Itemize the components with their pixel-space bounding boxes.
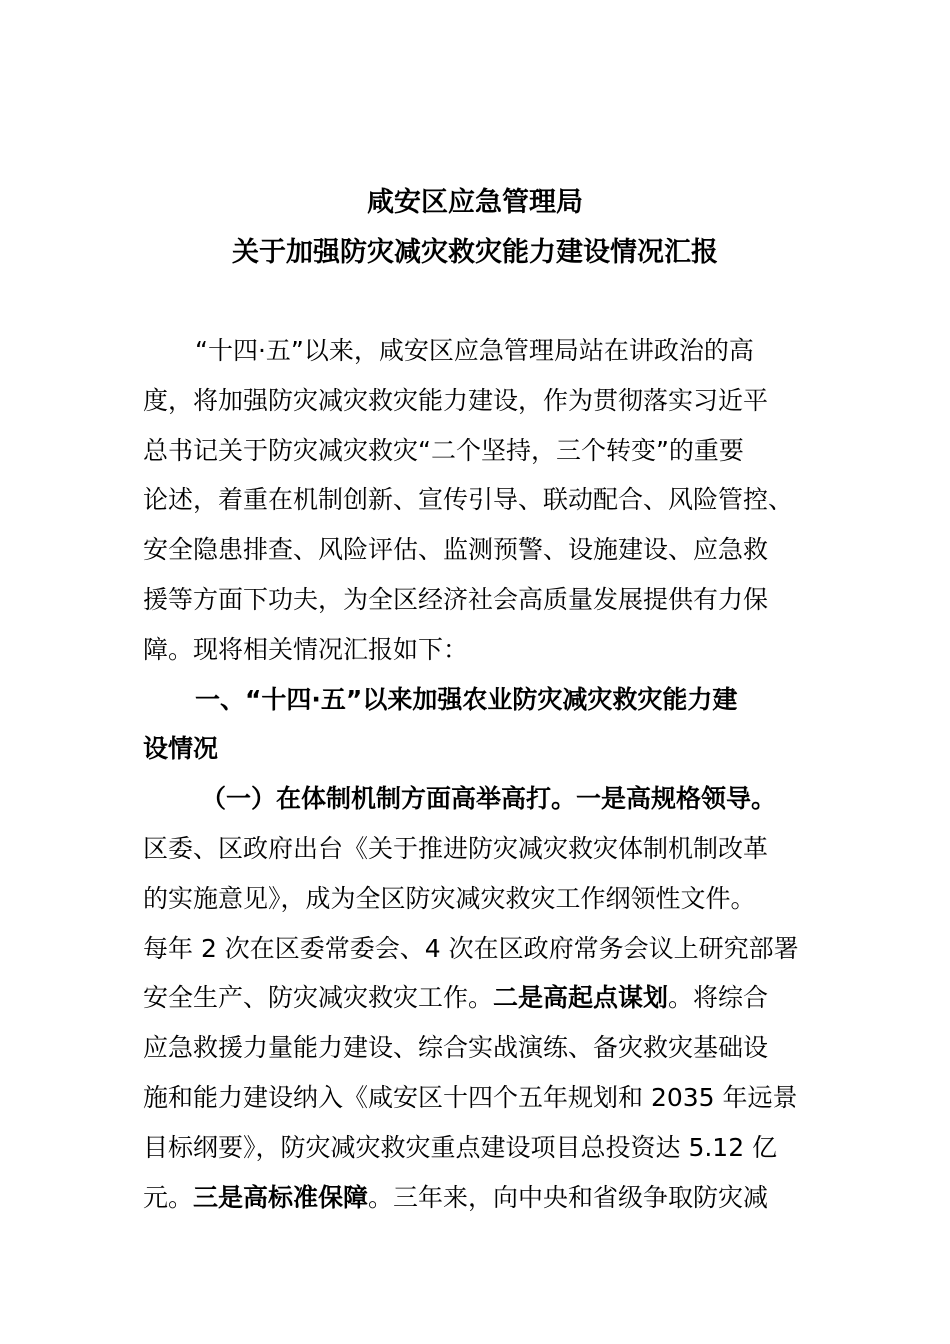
document-body	[143, 326, 823, 1222]
para2-line-8: 目标纲要》，防灾减灾救灾重点建设项目总投资达 5.12 亿	[143, 1132, 778, 1162]
para2-line-5	[143, 973, 823, 1023]
para2-line-9	[143, 1173, 823, 1223]
para1-line-4: 论述，着重在机制创新、宣传引导、联动配合、风险管控、	[143, 485, 794, 515]
subsection-heading: （一）在体制机制方面高举高打。一是高规格领导。	[201, 784, 777, 814]
para2-line-4: 每年 2 次在区委常委会、4 次在区政府常务会议上研究部署	[143, 933, 799, 963]
para2-line-9-text: 元。	[143, 1182, 194, 1212]
para1-line-6: 援等方面下功夫，为全区经济社会高质量发展提供有力保	[143, 584, 769, 614]
section-heading-line-1: 一、“十四·五”以来加强农业防灾减灾救灾能力建	[195, 684, 738, 714]
para2-line-2: 区委、区政府出台《关于推进防灾减灾救灾体制机制改革	[143, 833, 769, 863]
section-heading-line-2: 设情况	[143, 734, 219, 764]
para2-line-5-bold: 二是高起点谋划	[493, 983, 669, 1013]
para1-line-3: 总书记关于防灾减灾救灾“二个坚持，三个转变”的重要	[143, 435, 744, 465]
para1-line-2: 度，将加强防灾减灾救灾能力建设，作为贯彻落实习近平	[143, 385, 769, 415]
para2-line-5-text: 安全生产、防灾减灾救灾工作。	[143, 983, 494, 1013]
para2-line-3: 的实施意见》，成为全区防灾减灾救灾工作纲领性文件。	[143, 883, 756, 913]
title-line-1: 咸安区应急管理局	[367, 187, 583, 218]
title-line-2: 关于加强防灾减灾救灾能力建设情况汇报	[232, 237, 718, 268]
document-title	[0, 178, 950, 278]
para1-line-5: 安全隐患排查、风险评估、监测预警、设施建设、应急救	[143, 535, 769, 565]
para2-line-7: 施和能力建设纳入《咸安区十四个五年规划和 2035 年远景	[143, 1082, 798, 1112]
para1-line-7: 障。现将相关情况汇报如下：	[143, 634, 469, 664]
para2-line-9-tail: 。三年来，向中央和省级争取防灾减	[368, 1182, 769, 1212]
para2-line-5-tail: 。将综合	[668, 983, 769, 1013]
para2-line-6: 应急救援力量能力建设、综合实战演练、备灾救灾基础设	[143, 1033, 769, 1063]
para2-line-9-bold: 三是高标准保障	[193, 1182, 369, 1212]
para1-line-1: “十四·五”以来，咸安区应急管理局站在讲政治的高	[195, 336, 754, 365]
